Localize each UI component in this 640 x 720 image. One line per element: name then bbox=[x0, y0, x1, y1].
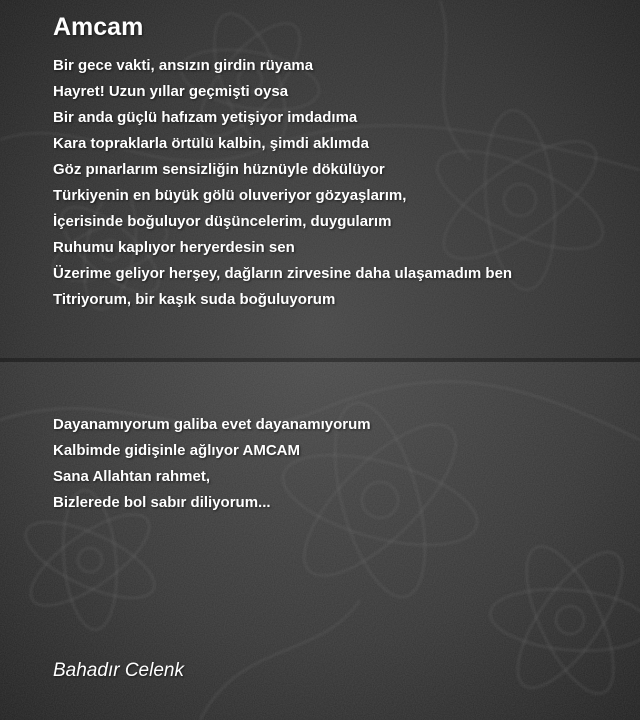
stanza-2 bbox=[53, 412, 371, 516]
poem-line: Ruhumu kaplıyor heryerdesin sen bbox=[53, 239, 295, 256]
poem-line: Dayanamıyorum galiba evet dayanamıyorum bbox=[53, 416, 371, 433]
poem-line: Türkiyenin en büyük gölü oluveriyor gözyaşlarım, bbox=[53, 187, 407, 204]
poem-line: Bir anda güçlü hafızam yetişiyor imdadıma bbox=[53, 109, 358, 126]
poem-line: Kara topraklarla örtülü kalbin, şimdi aklımda bbox=[53, 135, 369, 152]
poem-author: Bahadır Celenk bbox=[53, 660, 184, 681]
poem-line: Kalbimde gidişinle ağlıyor AMCAM bbox=[53, 442, 300, 459]
poem-line: Göz pınarlarım sensizliğin hüznüyle dökülüyor bbox=[53, 161, 385, 178]
poem-line: Bir gece vakti, ansızın girdin rüyama bbox=[53, 57, 314, 74]
poem-line: Sana Allahtan rahmet, bbox=[53, 468, 210, 485]
poem-line: Titriyorum, bir kaşık suda boğuluyorum bbox=[53, 291, 336, 308]
poem-title: Amcam bbox=[53, 13, 144, 41]
poem-line: Üzerime geliyor herşey, dağların zirvesine daha ulaşamadım ben bbox=[53, 265, 513, 282]
poem-line: Hayret! Uzun yıllar geçmişti oysa bbox=[53, 83, 289, 100]
poem-line: İçerisinde boğuluyor düşüncelerim, duygularım bbox=[53, 213, 392, 230]
poem-line: Bizlerede bol sabır diliyorum... bbox=[53, 494, 271, 511]
stanza-1 bbox=[53, 53, 512, 313]
